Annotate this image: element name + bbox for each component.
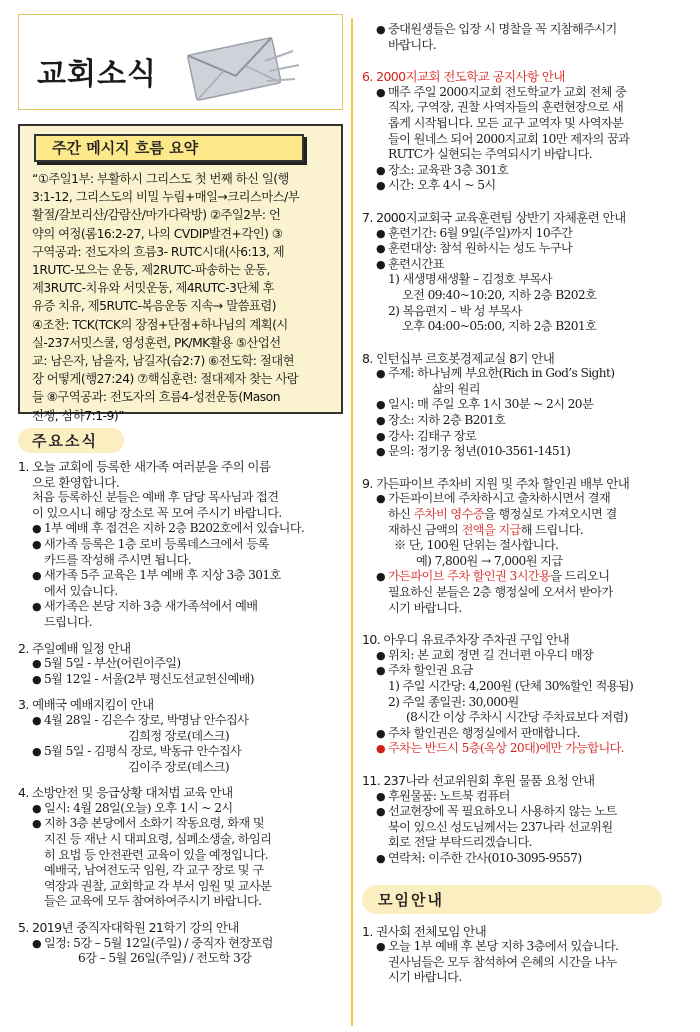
left-column <box>18 14 343 967</box>
news-text: 주차 할인권 요금 <box>388 663 473 678</box>
news-text: 시기 바랍니다. <box>388 600 462 615</box>
news-item-title: 7. 2000지교회국 교육훈련팀 상반기 자체훈련 안내 <box>362 209 626 225</box>
news-text: 카드를 작성해 주시면 됩니다. <box>44 552 192 567</box>
news-text: 회로 전달 부탁드리겠습니다. <box>388 835 532 850</box>
news-text: 예배국, 남여전도국 임원, 각 교구 장로 및 구 <box>44 863 264 878</box>
news-text: 일정: 5강 – 5월 12일(주일) / 중직자 현장포럼 <box>44 935 273 950</box>
list-item: ● 후원물품: 노트북 컴퓨터 <box>376 788 510 803</box>
news-item-title: 으로 환영합니다. <box>32 474 120 490</box>
news-item <box>362 476 684 616</box>
weekly-line: 장 어떻게(행27:24) ⑦핵심훈련: 절대제자 찾는 사람 <box>32 372 299 387</box>
news-item <box>18 697 343 775</box>
list-item: ● 선교현장에 꼭 필요하오니 사용하지 않는 노트 북이 있으신 성도님께서는 237나라 선교위원 회로 전달 부탁드리겠습니다. <box>376 804 617 850</box>
list-item: ● 주차는 반드시 5층(옥상 20대)에만 가능합니다. <box>376 741 625 756</box>
weekly-line: 제3RUTC-치유와 서밋운동, 제4RUTC-3단체 후 <box>32 281 274 296</box>
weekly-summary-heading: 주간 메시지 흐름 요약 <box>34 134 304 162</box>
news-text: 김이주 장로(데스크) <box>128 759 229 774</box>
news-item-title: 2. 주일예배 일정 안내 <box>18 640 131 656</box>
list-item: ● 훈련기간: 6월 9일(주일)까지 10주간 <box>376 225 573 240</box>
weekly-line: 약의 여정(롬16:2-27, 나의 CVDIP발견+각인) ③ <box>32 226 283 241</box>
news-text: 2) 주일 종일권: 30,000원 <box>388 694 519 709</box>
column-divider <box>351 18 353 1026</box>
text-run: 을 행정실로 가져오시면 결 <box>483 507 617 522</box>
weekly-summary-box <box>18 124 343 423</box>
list-item: ● 훈련시간표 <box>376 256 444 271</box>
news-text: 들은 교육에 모두 참여하여주시기 바랍니다. <box>44 894 262 909</box>
news-text: 중대원생들은 입장 시 명찰을 꼭 지참해주시기 <box>388 22 617 36</box>
text-run: 하신 <box>388 507 414 522</box>
news-item <box>362 210 684 335</box>
news-item <box>18 641 343 688</box>
weekly-line: “①주일1부: 부활하시 그리스도 첫 번째 하신 일(행 <box>32 172 289 186</box>
news-text: 지진 등 재난 시 대피요령, 심폐소생술, 하임리 <box>44 832 272 847</box>
news-text: 강사: 김태구 장로 <box>388 428 477 443</box>
page-title: 교회소식 <box>37 57 157 92</box>
main-news-heading: 주요소식 <box>18 428 124 453</box>
news-item <box>362 351 684 460</box>
news-text: 북이 있으신 성도님께서는 237나라 선교위원 <box>388 819 613 834</box>
news-text: 새가족은 본당 지하 3층 새가족석에서 예배 <box>44 599 258 614</box>
list-item: ● 연락처: 이주한 간사(010-3095-9557) <box>376 850 582 865</box>
meeting-list <box>362 924 684 986</box>
news-text: 권사님들은 모두 참석하여 은혜의 시간을 나누 <box>388 954 617 969</box>
news-item-title: 11. 237나라 선교위원회 후원 물품 요청 안내 <box>362 772 595 788</box>
news-text: 김희정 장로(데스크) <box>128 728 229 743</box>
news-text: 일시: 4월 28일(오늘) 오후 1시 ~ 2시 <box>44 800 233 815</box>
news-text: 5월 5일 - 부산(어린이주일) <box>44 656 181 671</box>
news-text: 훈련대상: 참석 원하시는 성도 누구나 <box>388 241 573 256</box>
news-text: 삶의 원리 <box>432 381 480 396</box>
list-item: ● 주차 할인권 요금 <box>376 663 473 678</box>
news-text: 1) 주일 시간당: 4,200원 (단체 30%할인 적용됨) <box>388 678 634 693</box>
news-text: 지하 3층 본당에서 소화기 작동요령, 화재 및 <box>44 816 265 831</box>
list-item: ● 일시: 4월 28일(오늘) 오후 1시 ~ 2시 <box>32 800 233 815</box>
news-text <box>388 523 617 539</box>
news-text: ※ 단, 100원 단위는 절사합니다. <box>394 538 559 553</box>
envelope-icon <box>169 31 309 103</box>
news-text: 주차 할인권은 행정실에서 판매합니다. <box>388 725 580 740</box>
weekly-line: ④조찬: TCK(TCK의 장점+단점+하나님의 계획(시 <box>32 317 288 332</box>
list-item: ● 주차 할인권은 행정실에서 판매합니다. <box>376 725 580 740</box>
list-item: ● 위치: 본 교회 정면 길 건너편 아우디 매장 <box>376 647 594 662</box>
news-text: 오후 04:00~05:00, 지하 2층 B201호 <box>402 319 597 334</box>
news-text: 장소: 지하 2층 B201호 <box>388 413 506 428</box>
news-text: 새가족 등록은 1층 로비 등록데스크에서 등록 <box>44 536 269 551</box>
list-item: ● 일정: 5강 – 5월 12일(주일) / 중직자 현장포럼 6강 – 5월 26일(주일) / 전도학 3강 <box>32 935 273 966</box>
highlight-text: 주차는 반드시 5층(옥상 20대)에만 가능합니다. <box>388 741 625 756</box>
news-text: (8시간 이상 주차시 시간당 주차료보다 저렴) <box>406 710 628 725</box>
list-item: ● 일시: 매 주일 오후 1시 30분 ~ 2시 20분 <box>376 397 594 412</box>
news-text: 드립니다. <box>44 614 92 629</box>
news-item <box>362 69 684 194</box>
text-run: 재하신 금액의 <box>388 522 462 537</box>
weekly-line: 1RUTC-모으는 운동, 제2RUTC-파송하는 운동, <box>32 263 270 278</box>
news-text: 오전 09:40~10:20, 지하 2층 B202호 <box>402 287 597 302</box>
highlight-text: 전액을 지급 <box>461 522 521 537</box>
news-item-title: 6. 2000지교회 전도학교 공지사항 안내 <box>362 69 565 85</box>
news-text: 일시: 매 주일 오후 1시 30분 ~ 2시 20분 <box>388 397 594 412</box>
list-item: ● 새가족 등록은 1층 로비 등록데스크에서 등록 카드를 작성해 주시면 됩니다. <box>32 536 269 567</box>
list-item: ● 5월 5일 - 김평식 장로, 박동규 안수집사 김이주 장로(데스크) <box>32 744 242 774</box>
news-item <box>18 785 343 910</box>
news-text: 롭게 시작됩니다. 모든 교구 교역자 및 사역자분 <box>388 115 624 130</box>
news-text: 5월 12일 - 서울(2부 평신도선교헌신예배) <box>44 671 254 686</box>
news-item <box>18 920 343 967</box>
text-run: 해 드립니다. <box>520 522 584 537</box>
list-item: ● 오늘 1부 예배 후 본당 지하 3층에서 있습니다. 권사님들은 모두 참석하여 은혜의 시간을 나누 시기 바랍니다. <box>376 939 619 985</box>
list-item: ● 문의: 정기웅 청년(010-3561-1451) <box>376 444 571 459</box>
weekly-summary-text <box>32 170 331 425</box>
list-item: ● 1부 예배 후 접견은 지하 2층 B202호에서 있습니다. <box>32 521 305 536</box>
highlight-text: 가든파이브 주차 할인권 3시간용 <box>388 569 551 584</box>
news-text: 위치: 본 교회 정면 길 건너편 아우디 매장 <box>388 647 594 662</box>
news-text: 처음 등록하신 분들은 예배 후 담당 목사님과 접견 <box>32 490 279 505</box>
weekly-line: 들 ⑧구역공과: 전도자의 흐름4-성전운동(Mason <box>32 390 281 405</box>
news-text: 직자, 구역장, 권찰 사역자들의 훈련현장으로 새 <box>388 100 624 115</box>
weekly-line: 활절/갈보리산/감람산/마가다락방) ②주일2부: 언 <box>32 208 281 223</box>
text-run: 을 드리오니 <box>550 569 610 584</box>
news-text: 필요하신 분들은 2층 행정실에 오셔서 받아가 <box>388 585 613 599</box>
weekly-line: 실-237서밋스쿨, 영성훈련, PK/MK활용 ⑤산업선 <box>32 335 281 350</box>
news-text: 1부 예배 후 접견은 지하 2층 B202호에서 있습니다. <box>44 521 305 536</box>
news-text: 훈련기간: 6월 9일(주일)까지 10주간 <box>388 225 573 240</box>
news-text: 에서 있습니다. <box>44 583 118 598</box>
main-news-list <box>18 459 343 967</box>
news-text <box>388 569 613 585</box>
news-text: 바랍니다. <box>388 37 436 52</box>
news-item-title: 9. 가든파이브 주차비 지원 및 주차 할인권 배부 안내 <box>362 475 630 491</box>
news-text: 선교현장에 꼭 필요하오니 사용하지 않는 노트 <box>388 804 617 819</box>
news-item <box>362 22 684 53</box>
weekly-line: 3:1-12, 그리스도의 비밀 누림+매일→크리스마스/부 <box>32 190 300 205</box>
news-text: RUTC가 실현되는 주역되시기 바랍니다. <box>388 147 593 162</box>
header-box <box>18 14 343 110</box>
list-item: ● 5월 12일 - 서울(2부 평신도선교헌신예배) <box>32 671 254 686</box>
list-item: ● 가든파이브에 주차하시고 출차하시면서 결재 하신 주차비 영수증을 행정실로 가져오시면 결 재하신 금액의 전액을 지급해 드립니다. ※ 단, 100원 단위는 절사합니다. 예) 7,800원 → 7,000원 지급 <box>376 491 617 568</box>
news-text: 매주 주일 2000지교회 전도학교가 교회 전체 중 <box>388 84 627 99</box>
news-item <box>362 924 684 986</box>
weekly-line: 구역공과: 전도자의 흐름3- RUTC시대(사6:13, 제 <box>32 244 285 259</box>
list-item: ● 중대원생들은 입장 시 명찰을 꼭 지참해주시기 바랍니다. <box>376 22 617 52</box>
news-text: 후원물품: 노트북 컴퓨터 <box>388 788 510 803</box>
news-item <box>18 459 343 631</box>
list-item: ● 가든파이브 주차 할인권 3시간용을 드리오니 필요하신 분들은 2층 행정실에 오셔서 받아가 시기 바랍니다. <box>376 569 613 615</box>
list-item: ● 4월 28일 - 김은수 장로, 박명남 안수집사 김희정 장로(데스크) <box>32 712 249 743</box>
list-item: ● 시간: 오후 4시 ~ 5시 <box>376 178 496 193</box>
news-text: 들이 원네스 되어 2000지교회 10만 제자의 꿈과 <box>388 131 630 146</box>
list-item: ● 장소: 교육관 3층 301호 <box>376 162 509 177</box>
right-column <box>362 22 684 986</box>
news-text: 1) 새생명새생활 – 김정호 부목사 <box>388 272 552 287</box>
list-item: ● 훈련대상: 참석 원하시는 성도 누구나 <box>376 241 573 256</box>
news-item-title: 1. 오늘 교회에 등록한 새가족 여러분을 주의 이름 <box>18 459 271 474</box>
weekly-line: 전쟁, 삼하7:1-9)” <box>32 408 125 423</box>
news-text: 4월 28일 - 김은수 장로, 박명남 안수집사 <box>44 712 249 727</box>
news-text: 이 있으시니 해당 장소로 꼭 모여 주시기 바랍니다. <box>32 505 282 520</box>
news-text: 가든파이브에 주차하시고 출차하시면서 결재 <box>388 491 611 506</box>
list-item: ● 지하 3층 본당에서 소화기 작동요령, 화재 및 지진 등 재난 시 대피요령, 심폐소생술, 하임리 히 요법 등 안전관련 교육이 있을 예정입니다. 예배국, 남여전도국 임원, 각 교구 장로 및 구 역장과 권찰, 교회학교 각 부서 임원 및 교사분 들은 교육에 모두 참여하여주시기 바랍니다. <box>32 816 272 909</box>
meeting-heading: 모임안내 <box>362 885 662 914</box>
news-text: 연락처: 이주한 간사(010-3095-9557) <box>388 850 582 865</box>
list-item: ● 새가족은 본당 지하 3층 새가족석에서 예배 드립니다. <box>32 599 258 629</box>
news-item-title: 4. 소방안전 및 응급상황 대처법 교육 안내 <box>18 785 233 801</box>
news-text: 5월 5일 - 김평식 장로, 박동규 안수집사 <box>44 744 242 759</box>
news-text: 6강 – 5월 26일(주일) / 전도학 3강 <box>78 951 252 966</box>
highlight-text: 주차비 영수증 <box>413 507 484 522</box>
news-item-title: 5. 2019년 중직자대학원 21학기 강의 안내 <box>18 920 239 936</box>
news-item-title: 8. 인턴십부 르호봇경제교실 8기 안내 <box>362 350 555 366</box>
list-item: ● 5월 5일 - 부산(어린이주일) <box>32 656 181 671</box>
news-item <box>362 773 684 867</box>
news-text: 시간: 오후 4시 ~ 5시 <box>388 178 496 193</box>
news-item <box>362 632 684 757</box>
list-item: ● 장소: 지하 2층 B201호 <box>376 413 506 428</box>
list-item: ● 새가족 5주 교육은 1부 예배 후 지상 3층 301호 에서 있습니다. <box>32 568 281 598</box>
list-item: ● 주제: 하나님께 부요한(Rich in God’s Sight) 삶의 원리 <box>376 366 615 396</box>
news-item-title: 3. 예배국 예배지킴이 안내 <box>18 697 154 713</box>
news-text: 장소: 교육관 3층 301호 <box>388 162 509 177</box>
list-item: ● 매주 주일 2000지교회 전도학교가 교회 전체 중 직자, 구역장, 권찰 사역자들의 훈련현장으로 새 롭게 시작됩니다. 모든 교구 교역자 및 사역자분 들이 원네스 되어 2000지교회 10만 제자의 꿈과 RUTC가 실현되는 주역되시기 바랍니다. <box>376 84 630 162</box>
news-text: 훈련시간표 <box>388 256 444 271</box>
news-text: 새가족 5주 교육은 1부 예배 후 지상 3층 301호 <box>44 568 281 583</box>
news-text: 문의: 정기웅 청년(010-3561-1451) <box>388 444 571 459</box>
weekly-line: 교: 남은자, 남을자, 남길자(습2:7) ⑥전도학: 절대현 <box>32 354 294 369</box>
news-text <box>388 507 617 523</box>
news-text: 예) 7,800원 → 7,000원 지급 <box>416 553 563 568</box>
news-text: 2) 복음편지 – 박 성 부목사 <box>388 303 522 318</box>
weekly-line: 유증 치유, 제5RUTC-복음운동 지속→ 말씀표렴) <box>32 299 277 314</box>
news-item-title: 10. 아우디 유료주차장 주차권 구입 안내 <box>362 632 570 648</box>
news-text: 역장과 권찰, 교회학교 각 부서 임원 및 교사분 <box>44 878 272 893</box>
news-text: 오늘 1부 예배 후 본당 지하 3층에서 있습니다. <box>388 939 619 954</box>
right-news-list <box>362 22 684 867</box>
list-item: ● 강사: 김태구 장로 <box>376 428 477 443</box>
news-text: 히 요법 등 안전관련 교육이 있을 예정입니다. <box>44 847 269 862</box>
news-item-title: 1. 권사회 전체모임 안내 <box>362 923 487 939</box>
news-text: 시기 바랍니다. <box>388 970 462 985</box>
news-text: 주제: 하나님께 부요한(Rich in God’s Sight) <box>388 366 615 381</box>
